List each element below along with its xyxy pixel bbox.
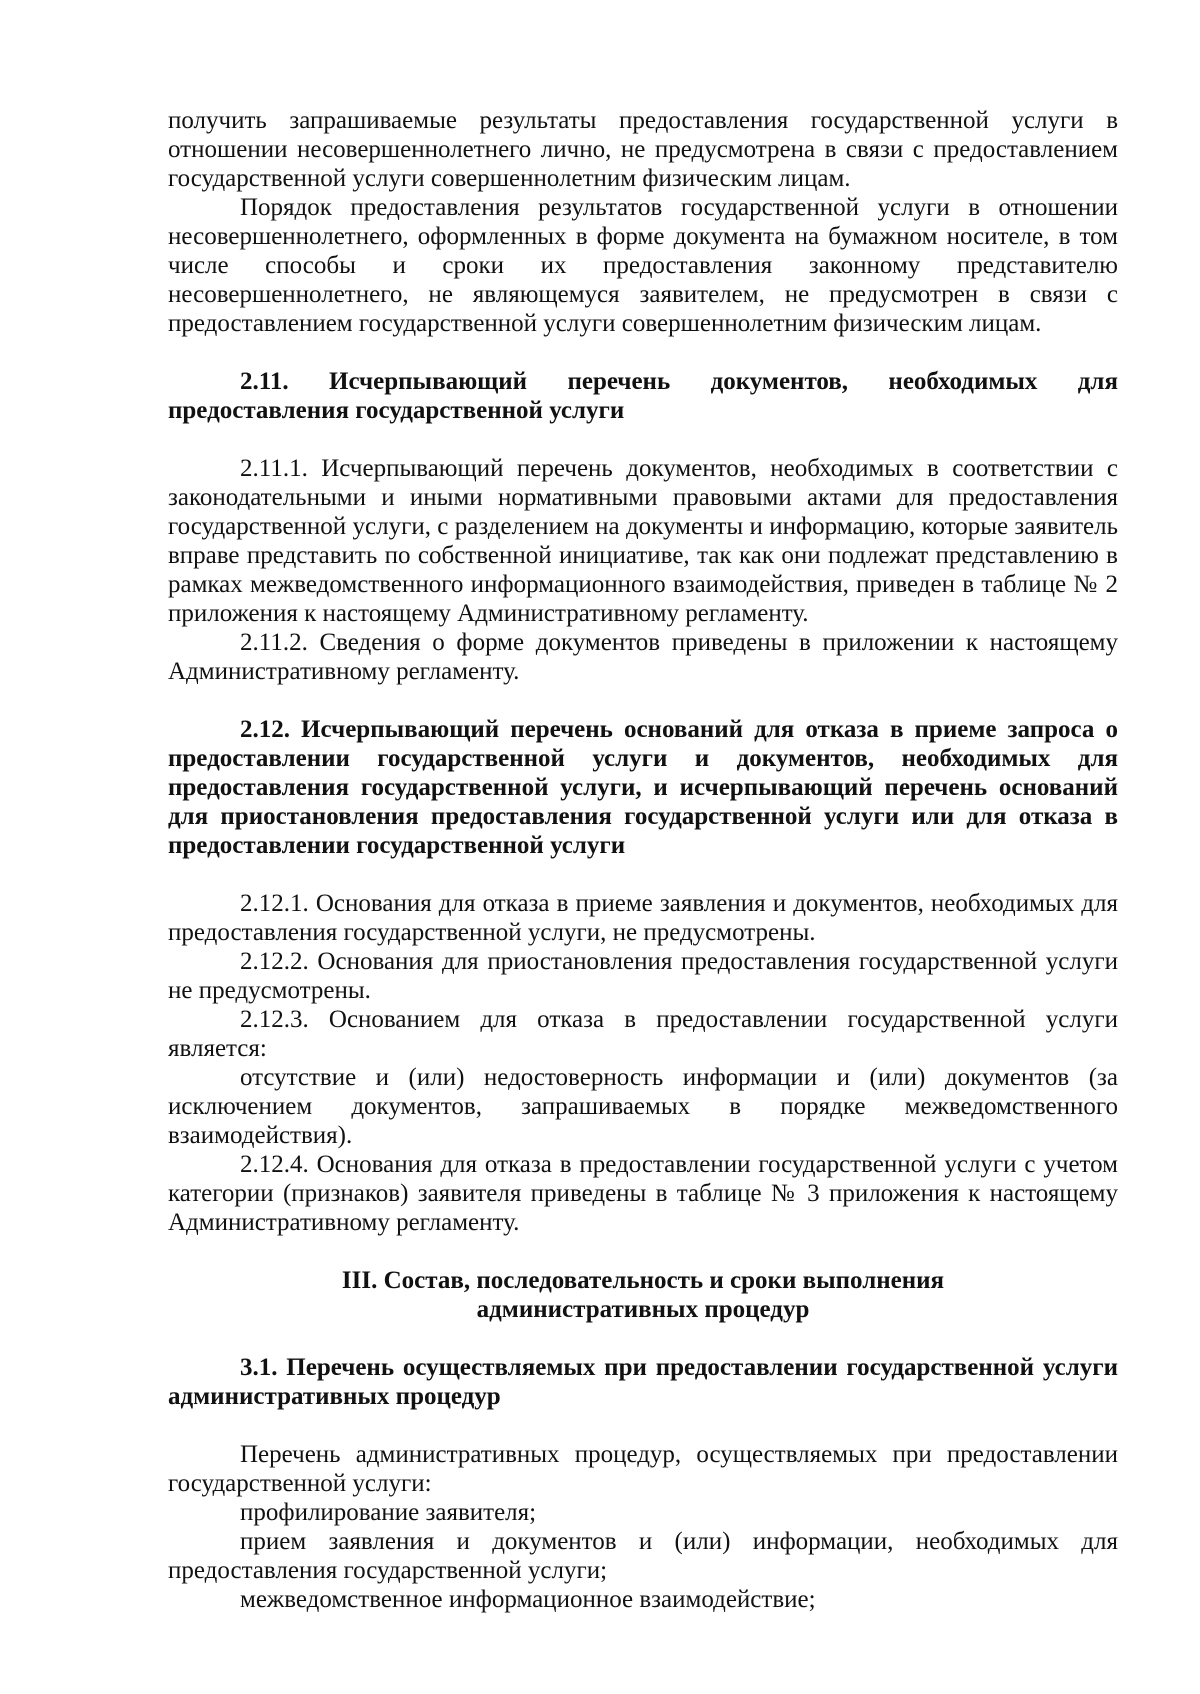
intro-paragraph-1: получить запрашиваемые результаты предоставления государственной услуги в отношении несовершеннолетнего лично, не предусмотрена в связи с предоставлением государственной услуги совершеннолетним физическим лицам.: [168, 107, 1118, 192]
intro-paragraph-2: Порядок предоставления результатов государственной услуги в отношении несовершеннолетнего, оформленных в форме документа на бумажном носителе, в том числе способы и сроки их предоставления законному представителю несовершеннолетнего, не являющемуся заявителем, не предусмотрен в связи с предоставлением государственной услуги совершеннолетним физическим лицам.: [168, 194, 1118, 337]
section-2-12-2: 2.12.2. Основания для приостановления предоставления государственной услуги не предусмотрены.: [168, 948, 1118, 1004]
section-3-1-heading: 3.1. Перечень осуществляемых при предоставлении государственной услуги административных процедур: [168, 1354, 1118, 1410]
chapter-3-heading-line-1: III. Состав, последовательность и сроки выполнения: [341, 1267, 945, 1294]
section-2-12-heading: 2.12. Исчерпывающий перечень оснований для отказа в приеме запроса о предоставлении государственной услуги и документов, необходимых для предоставления государственной услуги, и исчерпывающий перечень оснований для приостановления предоставления государственной услуги или для отказа в предоставлении государственной услуги: [168, 716, 1118, 859]
spacer: [168, 686, 1118, 715]
spacer: [168, 1237, 1118, 1266]
section-2-11-heading: 2.11. Исчерпывающий перечень документов, необходимых для предоставления государственной услуги: [168, 368, 1118, 424]
spacer: [168, 338, 1118, 367]
spacer: [168, 1324, 1118, 1353]
procedure-item-2: прием заявления и документов и (или) информации, необходимых для предоставления государственной услуги;: [168, 1528, 1118, 1584]
document-page: [168, 106, 1118, 1614]
procedure-item-3: межведомственное информационное взаимодействие;: [240, 1586, 816, 1613]
spacer: [168, 425, 1118, 454]
section-2-12-3: 2.12.3. Основанием для отказа в предоставлении государственной услуги является:: [168, 1006, 1118, 1062]
section-3-1-intro: Перечень административных процедур, осуществляемых при предоставлении государственной услуги:: [168, 1441, 1118, 1497]
section-2-12-3-item: отсутствие и (или) недостоверность информации и (или) документов (за исключением документов, запрашиваемых в порядке межведомственного взаимодействия).: [168, 1064, 1118, 1149]
spacer: [168, 860, 1118, 889]
section-2-12-1: 2.12.1. Основания для отказа в приеме заявления и документов, необходимых для предоставления государственной услуги, не предусмотрены.: [168, 890, 1118, 946]
section-2-12-4: 2.12.4. Основания для отказа в предоставлении государственной услуги с учетом категории (признаков) заявителя приведены в таблице № 3 приложения к настоящему Административному регламенту.: [168, 1151, 1118, 1236]
spacer: [168, 1411, 1118, 1440]
procedure-item-1: профилирование заявителя;: [240, 1499, 537, 1526]
chapter-3-heading-line-2: административных процедур: [476, 1296, 810, 1323]
section-2-11-2: 2.11.2. Сведения о форме документов приведены в приложении к настоящему Административному регламенту.: [168, 629, 1118, 685]
section-2-11-1: 2.11.1. Исчерпывающий перечень документов, необходимых в соответствии с законодательными и иными нормативными правовыми актами для предоставления государственной услуги, с разделением на документы и информацию, которые заявитель вправе представить по собственной инициативе, так как они подлежат представлению в рамках межведомственного информационного взаимодействия, приведен в таблице № 2 приложения к настоящему Административному регламенту.: [168, 455, 1118, 627]
